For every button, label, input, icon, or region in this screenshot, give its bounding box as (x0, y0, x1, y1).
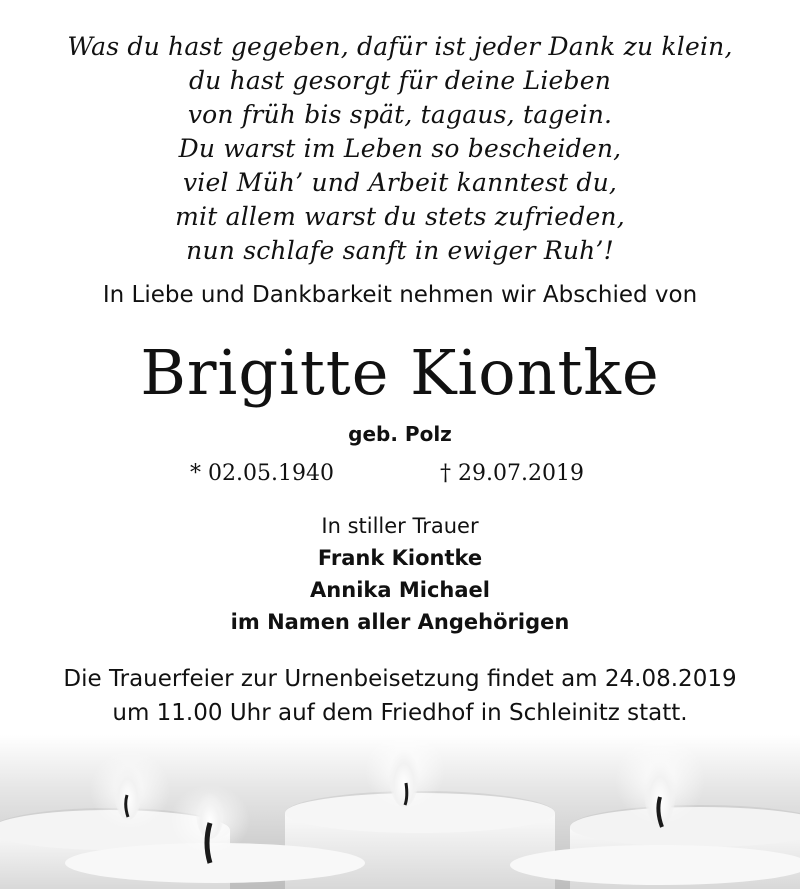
poem-line: viel Müh’ und Arbeit kanntest du, (182, 168, 618, 197)
funeral-info (0, 662, 800, 730)
funeral-line: Die Trauerfeier zur Urnenbeisetzung findet am 24.08.2019 (63, 666, 737, 692)
poem-line: nun schlafe sanft in ewiger Ruh’! (186, 236, 614, 265)
mourner-name: Annika Michael (310, 578, 490, 602)
mourner-name: im Namen aller Angehörigen (230, 610, 570, 634)
funeral-line: um 11.00 Uhr auf dem Friedhof in Schleinitz statt. (112, 700, 688, 726)
mourners-heading: In stiller Trauer (321, 514, 479, 538)
deceased-name: Brigitte Kiontke (140, 336, 660, 409)
candles-image (0, 735, 800, 889)
birth-date: * 02.05.1940 (190, 461, 334, 486)
maiden-name: geb. Polz (348, 422, 452, 446)
death-date: † 29.07.2019 (440, 461, 584, 486)
poem (0, 30, 800, 268)
mourners (0, 510, 800, 638)
poem-line: du hast gesorgt für deine Lieben (188, 66, 612, 95)
poem-line: von früh bis spät, tagaus, tagein. (187, 100, 613, 129)
mourner-name: Frank Kiontke (317, 546, 483, 570)
poem-line: mit allem warst du stets zufrieden, (175, 202, 625, 231)
farewell-line: In Liebe und Dankbarkeit nehmen wir Abschied von (102, 282, 698, 308)
poem-line: Du warst im Leben so bescheiden, (178, 134, 622, 163)
poem-line: Was du hast gegeben, dafür ist jeder Dank zu klein, (67, 32, 733, 61)
